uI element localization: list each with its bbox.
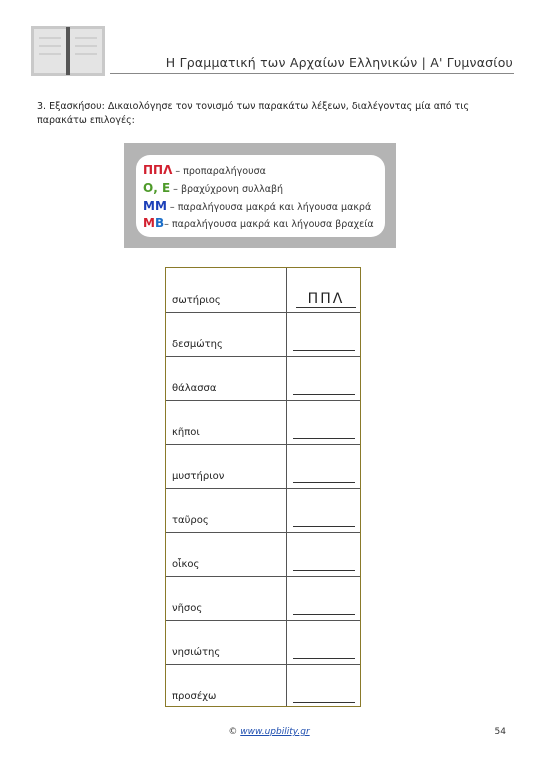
table-word: σωτήριος [172,295,221,306]
table-row-divider [166,532,360,533]
answer-blank[interactable] [293,394,355,395]
table-row-divider [166,620,360,621]
legend-item-ppl [143,163,266,181]
answer-blank[interactable] [293,614,355,615]
legend-text: παραλήγουσα μακρά και λήγουσα μακρά [177,202,372,213]
footer-copyright [0,727,538,737]
answer-blank[interactable] [293,482,355,483]
answer-blank[interactable] [293,658,355,659]
table-word: νησιώτης [172,647,221,658]
table-column-divider [286,268,287,706]
table-row-divider [166,356,360,357]
book-logo-icon [31,26,105,76]
table-row-divider [166,576,360,577]
legend-separator: – [172,166,184,177]
table-word: μυστήριον [172,471,225,482]
table-word: οἶκος [172,559,200,570]
answer-blank[interactable] [293,438,355,439]
legend-separator: – [170,184,181,195]
answer-blank[interactable] [293,350,355,351]
website-link[interactable]: www.upbility.gr [240,727,310,737]
header-title: Η Γραμματική των Αρχαίων Ελληνικών | Α' Γυμνασίου [165,55,513,70]
example-answer: ΠΠΛ [296,291,356,308]
table-word: δεσμώτης [172,339,223,350]
legend-code: Ο, Ε [143,181,171,195]
table-row-divider [166,400,360,401]
legend-text: βραχύχρονη συλλαβή [180,184,284,195]
legend-separator: – [166,202,178,213]
exercise-table [165,267,361,707]
table-word: προσέχω [172,691,217,702]
legend-code: ΜΜ [143,199,167,213]
exercise-instruction: 3. Εξασκήσου: Δικαιολόγησε τον τονισμό των παρακάτω λέξεων, διαλέγοντας μία από τις παρακάτω επιλογές: [37,101,470,126]
legend-code: ΠΠΛ [143,163,173,177]
table-word: νῆσος [172,603,203,614]
copyright-symbol: © [228,727,238,737]
legend-item-short [143,181,283,199]
answer-blank[interactable] [293,526,355,527]
legend-code: ΜΒ [143,216,165,230]
table-row-divider [166,488,360,489]
table-word: κῆποι [172,427,200,438]
table-row-divider [166,664,360,665]
page-number: 54 [494,727,506,737]
table-word: ταῦρος [172,515,209,526]
legend-separator: – [164,219,172,230]
answer-blank[interactable] [293,570,355,571]
legend-text: προπαραλήγουσα [183,166,266,177]
legend-item-mm [143,199,371,217]
table-row-divider [166,312,360,313]
header-divider [110,73,514,74]
table-word: θάλασσα [172,383,217,394]
table-row-divider [166,444,360,445]
answer-blank[interactable] [293,702,355,703]
legend-text: παραλήγουσα μακρά και λήγουσα βραχεία [171,219,374,230]
legend-item-mb [143,216,374,234]
